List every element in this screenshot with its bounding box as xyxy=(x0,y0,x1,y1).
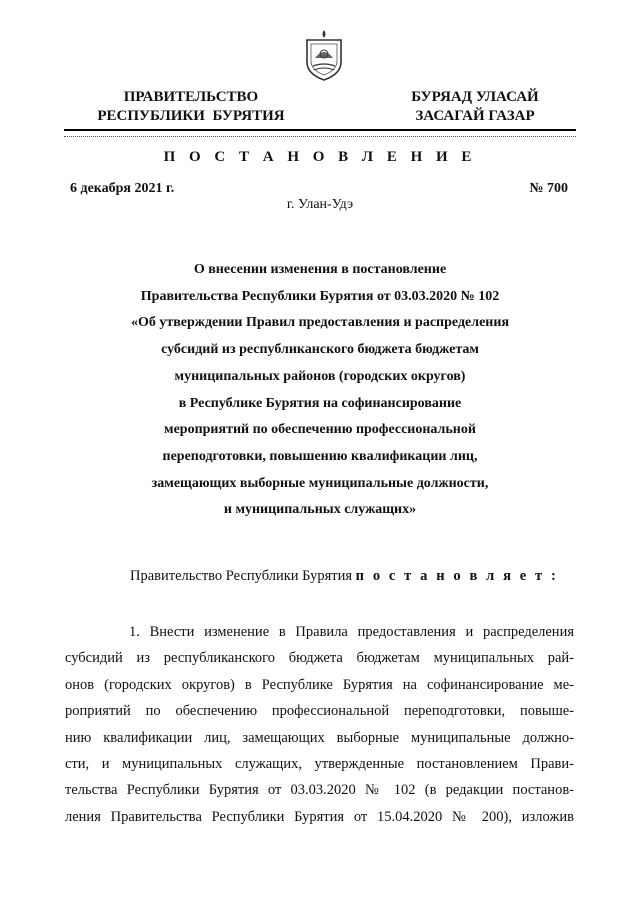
government-name-russian xyxy=(86,88,296,126)
paragraph-line: субсидий из республиканского бюджета бюджетам муниципальных рай- xyxy=(65,650,574,667)
coat-of-arms-icon xyxy=(303,28,345,82)
subject-line: мероприятий по обеспечению профессиональной xyxy=(164,422,476,438)
header-right-line-2: ЗАСАГАЙ ГАЗАР xyxy=(415,108,535,124)
subject-line: переподготовки, повышению квалификации лиц, xyxy=(162,448,478,464)
preamble xyxy=(130,568,558,585)
subject-line: в Республике Бурятия на софинансирование xyxy=(178,395,462,411)
subject-line: субсидий из республиканского бюджета бюджетам xyxy=(161,342,479,358)
document-date: 6 декабря 2021 г. xyxy=(70,181,175,196)
preamble-text: Правительство Республики Бурятия xyxy=(130,568,356,584)
paragraph-line: тельства Республики Бурятия от 03.03.2020 № 102 (в редакции постанов- xyxy=(65,782,574,799)
government-name-buryat xyxy=(400,88,550,126)
paragraph-line: 1. Внести изменение в Правила предоставления и распределения xyxy=(129,624,574,640)
header-divider xyxy=(64,129,576,131)
paragraph-line: роприятий по обеспечению профессиональной переподготовки, повыше- xyxy=(65,703,574,720)
subject-line: «Об утверждении Правил предоставления и распределения xyxy=(130,315,510,331)
paragraph-line: ления Правительства Республики Бурятия от 15.04.2020 № 200), изложив xyxy=(65,808,574,825)
subject-line: и муниципальных служащих» xyxy=(223,502,417,518)
header-left-line-1: ПРАВИТЕЛЬСТВО xyxy=(123,89,259,105)
paragraph-line: онов (городских округов) в Республике Бурятия на софинансирование ме- xyxy=(65,676,574,693)
paragraph-line: нию квалификации лиц, замещающих выборные муниципальные должно- xyxy=(65,729,574,746)
subject-line: муниципальных районов (городских округов) xyxy=(174,368,466,384)
subject-line: Правительства Республики Бурятия от 03.03.2020 № 102 xyxy=(140,288,500,304)
document-subject xyxy=(100,257,540,524)
header-right-line-1: БУРЯАД УЛАСАЙ xyxy=(411,89,539,105)
document-type-title: П О С Т А Н О В Л Е Н И Е xyxy=(163,149,477,165)
document-number: № 700 xyxy=(529,181,568,196)
document-city: г. Улан-Удэ xyxy=(286,197,354,212)
subject-line: О внесении изменения в постановление xyxy=(193,262,447,277)
paragraph-line: сти, и муниципальных служащих, утвержденные постановлением Прави- xyxy=(65,755,574,772)
paragraph-1 xyxy=(65,619,574,830)
preamble-decision: п о с т а н о в л я е т : xyxy=(355,568,559,584)
header-dotted-divider xyxy=(64,136,576,137)
subject-line: замещающих выборные муниципальные должности, xyxy=(151,475,489,491)
header-left-line-2: РЕСПУБЛИКИ БУРЯТИЯ xyxy=(97,108,285,124)
